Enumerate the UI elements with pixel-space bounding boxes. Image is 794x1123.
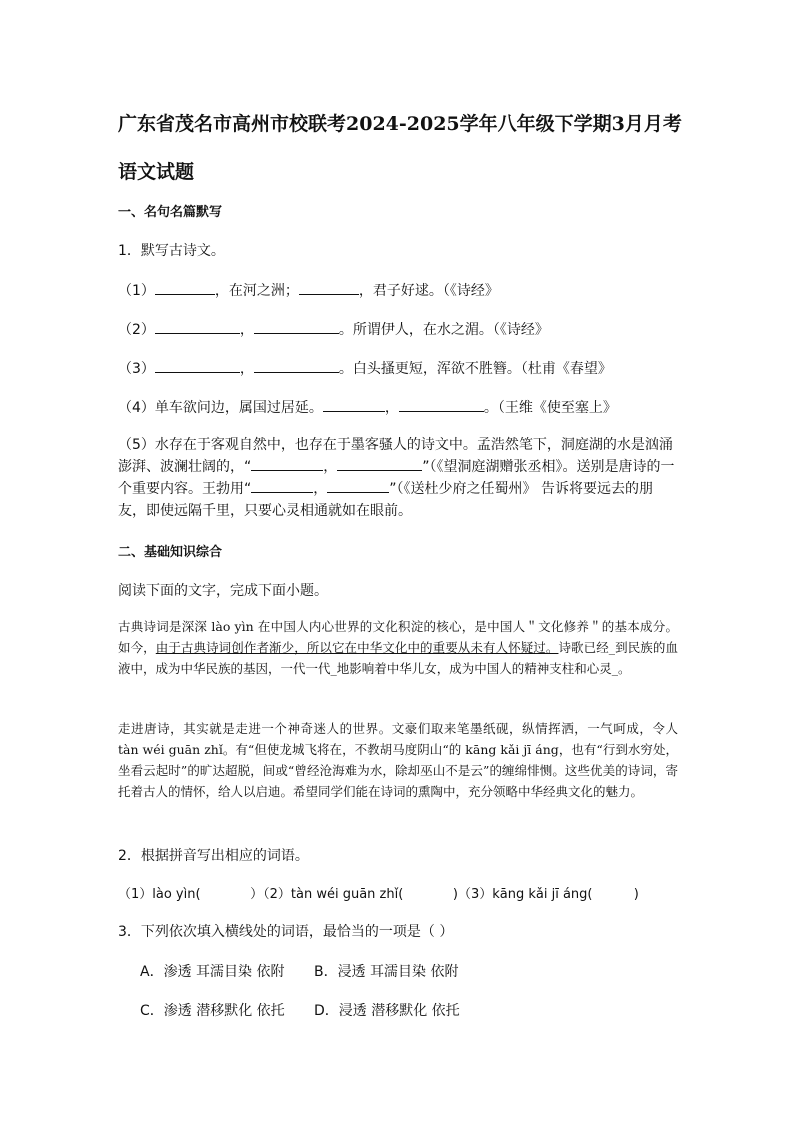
item-text: （5）水存在于客观自然中，也存在于墨客骚人的诗文中。孟浩然笔下，洞庭湖的水是汹涌澎湃、波澜壮阔的，“: [118, 437, 673, 475]
item-text: 。所谓伊人，在水之湄。（《诗经》: [338, 322, 549, 338]
answer-blank[interactable]: [155, 280, 215, 295]
reading-intro: 阅读下面的文字，完成下面小题。: [118, 583, 328, 599]
item-text: ，: [239, 361, 254, 377]
item-text: ”（《望洞庭湖赠张丞相》。送别是唐诗的一个重要内容。王勃用“: [118, 459, 675, 497]
section-heading-1: 一、名句名篇默写: [118, 205, 223, 220]
item-number: （2）: [118, 322, 155, 338]
question-3-stem: 3．下列依次填入横线处的词语，最恰当的一项是（ ）: [118, 924, 454, 940]
item-text: ，在河之洲；: [214, 283, 299, 299]
question-2-items: （1）lào yìn( ）（2）tàn wéi guān zhǐ( )（3）kāng kǎi jī áng( ): [118, 887, 639, 902]
item-text: ，: [239, 322, 254, 338]
section-heading-2: 二、基础知识综合: [118, 545, 223, 560]
item-text: ，: [384, 400, 399, 416]
answer-blank[interactable]: [254, 358, 339, 373]
option-d[interactable]: D．浸透 潜移默化 依托: [314, 1003, 460, 1019]
reading-passage-1: [118, 616, 678, 679]
answer-blank[interactable]: [155, 319, 240, 334]
answer-blank[interactable]: [155, 358, 240, 373]
item-number: （1）: [118, 283, 155, 299]
passage-text: 诗歌已经_到民族的血液中，成为中华民族的基因，一代一代_地影响着中华儿女，成为中国人的精神支柱和心灵_。: [118, 640, 678, 676]
item-text: ”（《送杜少府之任蜀州》 告诉将要远去的朋友，即使远隔千里，只要心灵相通就如在眼前。: [118, 481, 653, 519]
item-text: 。（王维《使至塞上》: [483, 400, 617, 416]
item-text: ，: [313, 481, 328, 497]
question-2-stem: 2．根据拼音写出相应的词语。: [118, 848, 309, 864]
question-1-item-4: [118, 397, 688, 417]
item-text: （4）单车欲问边，属国过居延。: [118, 400, 323, 416]
answer-blank[interactable]: [251, 478, 313, 493]
item-text: 。白头搔更短，浑欲不胜簪。（杜甫《春望》: [338, 361, 612, 377]
answer-blank[interactable]: [299, 280, 359, 295]
answer-blank[interactable]: [254, 319, 339, 334]
option-c[interactable]: C．渗透 潜移默化 依托: [140, 1003, 285, 1019]
question-1-stem: 1．默写古诗文。: [118, 243, 225, 259]
underlined-sentence: 由于古典诗词创作者渐少，所以它在中华文化中的重要从未有人怀疑过。: [155, 640, 559, 655]
answer-blank[interactable]: [251, 456, 323, 471]
item-text: ，: [323, 459, 338, 475]
reading-passage-2: 走进唐诗，其实就是走进一个神奇迷人的世界。文豪们取来笔墨纸砚，纵情挥洒，一气呵成，令人 tàn wéi guān zhǐ。有“但使龙城飞将在，不教胡马度阴山“的 kāng kǎi jī áng，也有“行到水穷处，坐看云起时”的旷达超脱，间或“曾经沧海难为水，除却巫山不是云”的缠绵悱恻。这些优美的诗词，寄托着古人的情怀，给人以启迪。希望同学们能在诗词的熏陶中，充分领略中华经典文化的魅力。: [118, 721, 678, 799]
item-text: ，君子好逑。（《诗经》: [358, 283, 499, 299]
option-b[interactable]: B．浸透 耳濡目染 依附: [314, 964, 459, 980]
answer-blank[interactable]: [327, 478, 389, 493]
question-1-item-5: [118, 434, 678, 522]
item-number: （3）: [118, 361, 155, 377]
answer-blank[interactable]: [337, 456, 422, 471]
answer-blank[interactable]: [323, 397, 385, 412]
question-1-item-2: [118, 319, 688, 339]
option-a[interactable]: A．渗透 耳濡目染 依附: [140, 964, 285, 980]
passage-text: 古典诗词是深深 lào yìn 在中国人内心世界的文化积淀的核心，是中国人＂文化修养＂的基本成分。如今，: [118, 619, 678, 655]
question-1-item-1: [118, 280, 688, 300]
answer-blank[interactable]: [399, 397, 484, 412]
question-1-item-3: [118, 358, 688, 378]
page-title: 广东省茂名市高州市校联考2024-2025学年八年级下学期3月月考语文试题: [118, 113, 682, 183]
